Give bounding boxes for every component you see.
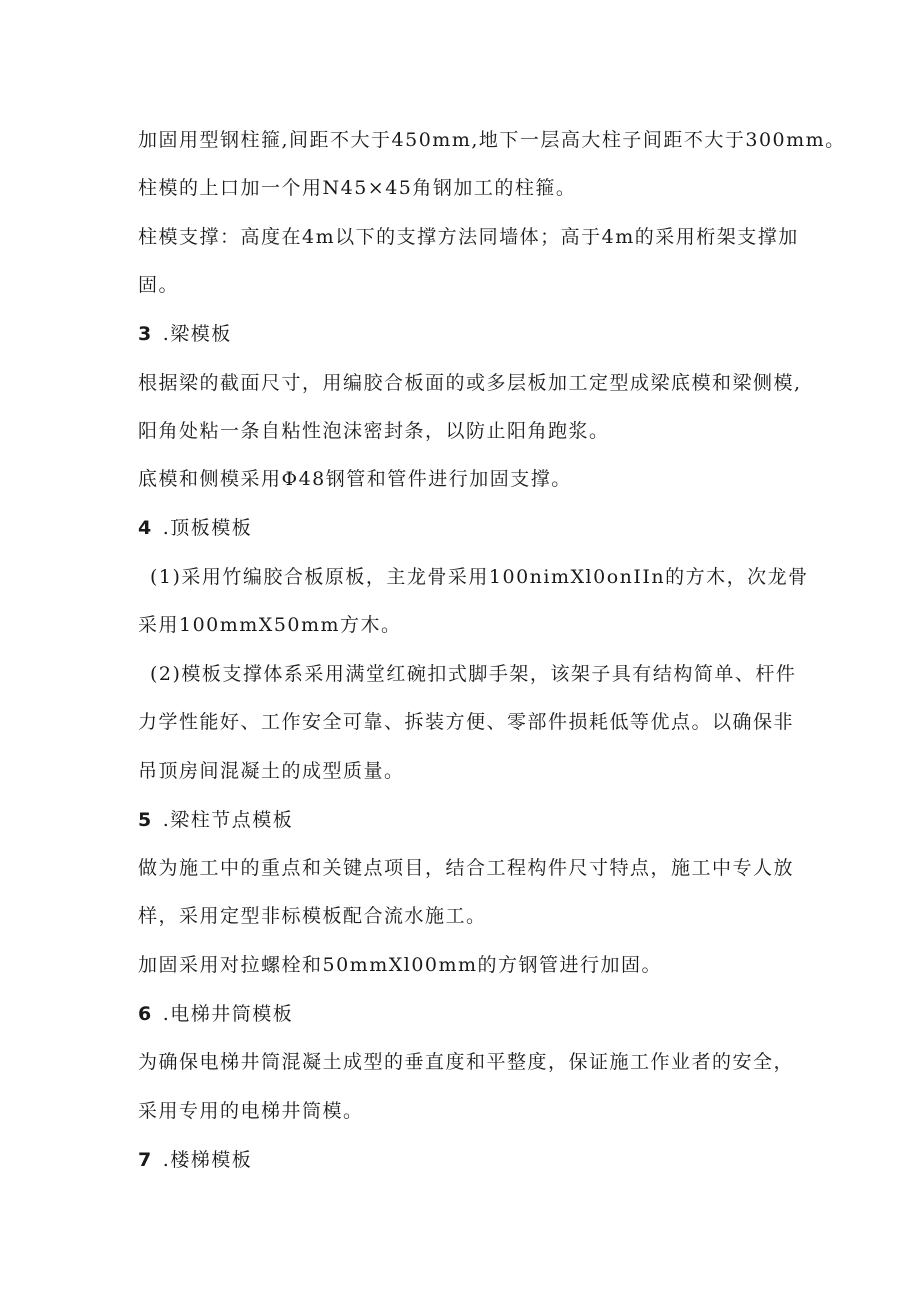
section-title: .楼梯模板 — [162, 1149, 253, 1171]
paragraph-line: 固。 — [138, 274, 180, 296]
section-heading — [138, 1148, 252, 1172]
section-title: .梁模板 — [162, 323, 232, 345]
section-heading — [138, 1002, 293, 1026]
paragraph-line: (1)采用竹编胶合板原板，主龙骨采用100nimXl0onIIn的方木，次龙骨 — [150, 566, 809, 588]
paragraph-line: (2)模板支撑体系采用满堂红碗扣式脚手架，该架子具有结构简单、杆件 — [150, 663, 797, 685]
section-title: .顶板模板 — [162, 517, 253, 539]
section-number: 4 — [138, 517, 153, 539]
paragraph-line: 做为施工中的重点和关键点项目，结合工程构件尺寸特点，施工中专人放 — [138, 857, 795, 879]
section-heading — [138, 516, 252, 540]
section-number: 5 — [138, 809, 153, 831]
paragraph-line: 柱模的上口加一个用N45×45角钢加工的柱箍。 — [138, 177, 577, 199]
paragraph-line: 阳角处粘一条自粘性泡沫密封条，以防止阳角跑浆。 — [138, 420, 610, 442]
paragraph-line: 采用100mmX50mm方木。 — [138, 614, 402, 636]
paragraph-line: 加固用型钢柱箍,间距不大于450mm,地下一层高大柱子间距不大于300mm。 — [138, 129, 846, 151]
paragraph-line: 样，采用定型非标模板配合流水施工。 — [138, 905, 487, 927]
paragraph-line: 采用专用的电梯井筒模。 — [138, 1100, 364, 1122]
section-title: .电梯井筒模板 — [162, 1003, 294, 1025]
paragraph-line: 吊顶房间混凝土的成型质量。 — [138, 760, 405, 782]
section-title: .梁柱节点模板 — [162, 809, 294, 831]
section-number: 3 — [138, 323, 153, 345]
paragraph-line: 为确保电梯井筒混凝土成型的垂直度和平整度，保证施工作业者的安全， — [138, 1051, 795, 1073]
paragraph-line: 底模和侧模采用Φ48钢管和管件进行加固支撑。 — [138, 468, 572, 490]
section-heading — [138, 322, 232, 346]
section-number: 7 — [138, 1149, 153, 1171]
section-number: 6 — [138, 1003, 153, 1025]
paragraph-line: 力学性能好、工作安全可靠、拆装方便、零部件损耗低等优点。以确保非 — [138, 711, 795, 733]
section-heading — [138, 808, 293, 832]
paragraph-line: 根据梁的截面尺寸，用编胶合板面的或多层板加工定型成梁底模和梁侧模, — [138, 372, 802, 394]
paragraph-line: 柱模支撑：高度在4m以下的支撑方法同墙体；高于4m的采用桁架支撑加 — [138, 226, 799, 248]
paragraph-line: 加固采用对拉螺栓和50mmXl00mm的方钢管进行加固。 — [138, 954, 663, 976]
